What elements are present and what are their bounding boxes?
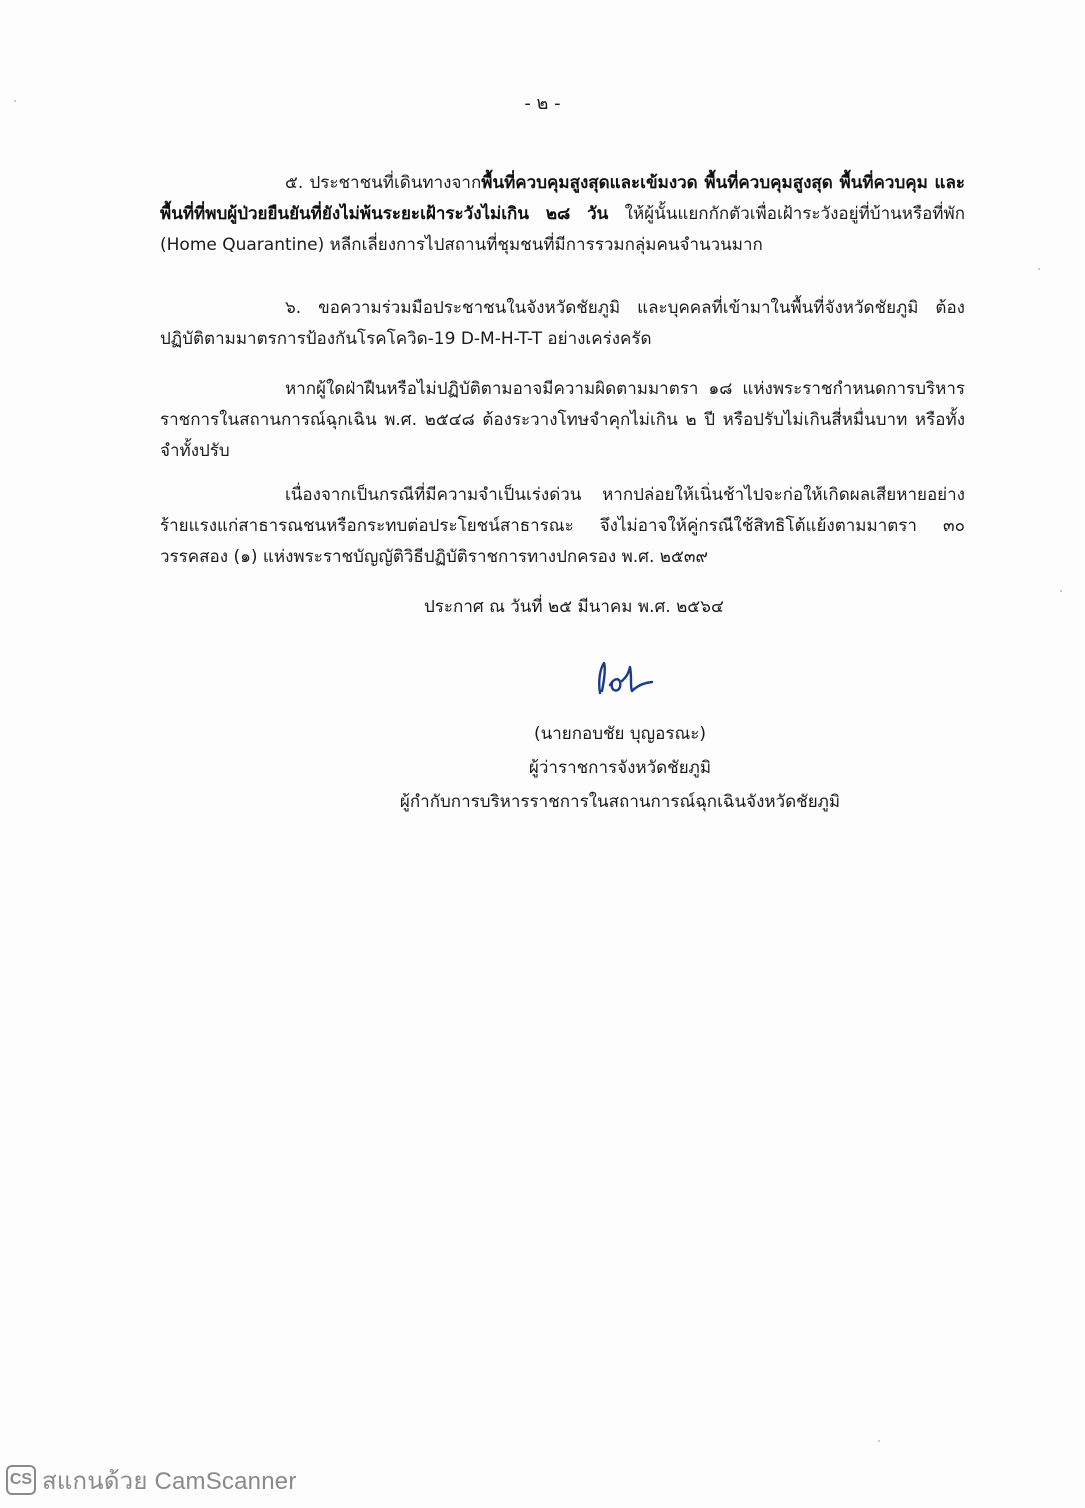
paragraph-6-text: ๖. ขอความร่วมมือประชาชนในจังหวัดชัยภูมิ และบุคคลที่เข้ามาในพื้นที่จังหวัดชัยภูมิ ต้องปฏิบัติตามมาตรการป้องกันโรคโควิด-19 D-M-H-T-T อย่างเคร่งครัด — [160, 298, 965, 349]
paragraph-urgency — [160, 480, 965, 573]
announcement-date: ประกาศ ณ วันที่ ๒๕ มีนาคม พ.ศ. ๒๕๖๔ — [424, 597, 724, 617]
page-number: - ๒ - — [524, 93, 561, 114]
paragraph-penalty — [160, 374, 965, 467]
scan-speck — [878, 1440, 880, 1442]
camscanner-logo-icon: CS — [6, 1465, 36, 1495]
paragraph-penalty-text: หากผู้ใดฝ่าฝืนหรือไม่ปฏิบัติตามอาจมีความผิดตามมาตรา ๑๘ แห่งพระราชกำหนดการบริหารราชการในสถานการณ์ฉุกเฉิน พ.ศ. ๒๕๔๘ ต้องระวางโทษจำคุกไม่เกิน ๒ ปี หรือปรับไม่เกินสี่หมื่นบาท หรือทั้งจำทั้งปรับ — [160, 379, 965, 461]
paragraph-5-lead: ๕. ประชาชนที่เดินทางจาก — [285, 173, 482, 193]
watermark-text: สแกนด้วย CamScanner — [42, 1467, 297, 1495]
scan-speck — [1060, 590, 1062, 592]
scan-speck — [1038, 268, 1040, 270]
signer-title: ผู้ว่าราชการจังหวัดชัยภูมิ — [528, 758, 712, 778]
scan-speck — [14, 100, 16, 102]
signer-name: (นายกอบชัย บุญอรณะ) — [533, 724, 707, 744]
paragraph-5-bold: พื้นที่ควบคุมสูงสุดและเข้มงวด พื้นที่ควบคุมสูงสุด พื้นที่ควบคุม และพื้นที่ที่พบผู้ป่วยยืนยันที่ยังไม่พ้นระยะเฝ้าระวังไม่เกิน ๒๘ วัน — [160, 173, 965, 224]
signer-block — [360, 717, 880, 819]
paragraph-urgency-text: เนื่องจากเป็นกรณีที่มีความจำเป็นเร่งด่วน หากปล่อยให้เนิ่นช้าไปจะก่อให้เกิดผลเสียหายอย่างร้ายแรงแก่สาธารณชนหรือกระทบต่อประโยชน์สาธารณะ จึงไม่อาจให้คู่กรณีใช้สิทธิโต้แย้งตามมาตรา ๓๐ วรรคสอง (๑) แห่งพระราชบัญญัติวิธีปฏิบัติราชการทางปกครอง พ.ศ. ๒๕๓๙ — [160, 485, 965, 567]
signer-role: ผู้กำกับการบริหารราชการในสถานการณ์ฉุกเฉินจังหวัดชัยภูมิ — [399, 792, 841, 812]
handwritten-signature — [592, 655, 658, 703]
paragraph-6 — [160, 293, 965, 355]
paragraph-5-rest: ให้ผู้นั้นแยกกักตัวเพื่อเฝ้าระวังอยู่ที่บ้านหรือที่พัก (Home Quarantine) หลีกเลี่ยงการไปสถานที่ชุมชนที่มีการรวมกลุ่มคนจำนวนมาก — [160, 204, 965, 255]
camscanner-watermark — [6, 1462, 297, 1498]
paragraph-5 — [160, 168, 965, 261]
